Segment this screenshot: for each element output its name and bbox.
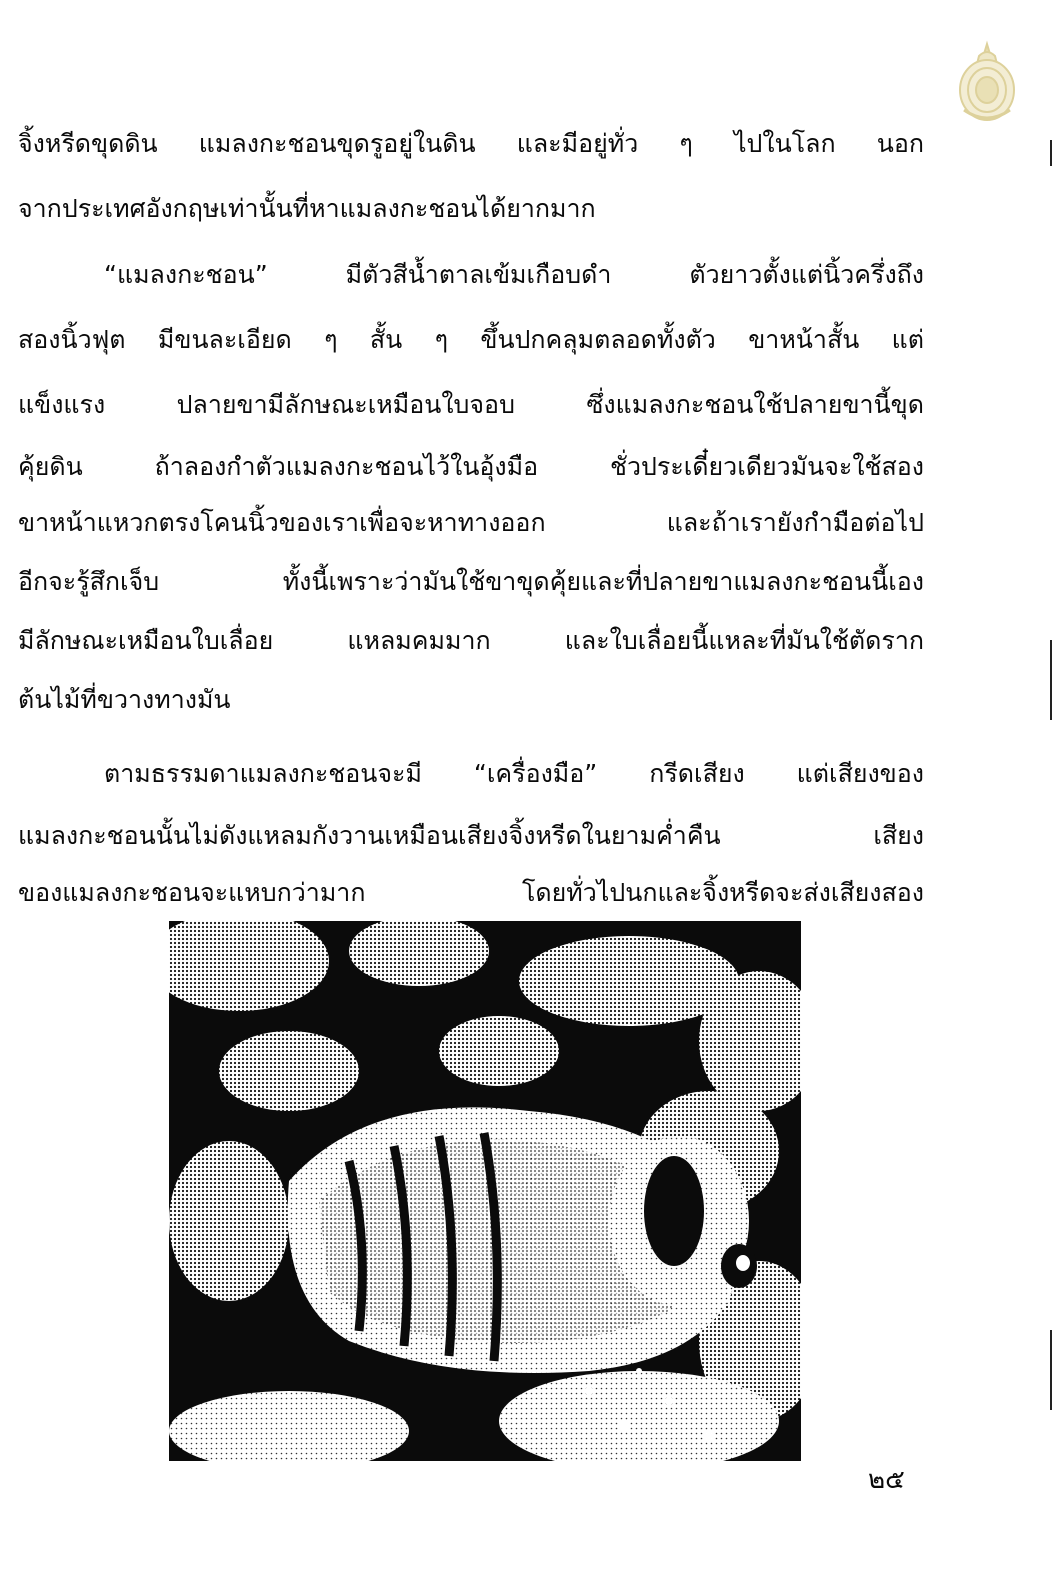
text-line: มีลักษณะเหมือนใบเลื่อย แหลมคมมาก และใบเลื่อยนี้แหละที่มันใช้ตัดราก [18,626,924,655]
text-line: “แมลงกะชอน” มีตัวสีน้ำตาลเข้มเกือบดำ ตัวยาวตั้งแต่นิ้วครึ่งถึง [104,260,924,289]
scan-edge-mark [1050,140,1052,166]
text-line: จิ้งหรีดขุดดิน แมลงกะชอนขุดรูอยู่ในดิน และมีอยู่ทั่ว ๆ ไปในโลก นอก [18,129,924,158]
scan-edge-mark [1050,640,1052,720]
text-line: คุ้ยดิน ถ้าลองกำตัวแมลงกะชอนไว้ในอุ้งมือ ชั่วประเดี๋ยวเดียวมันจะใช้สอง [18,452,924,481]
text-line: ตามธรรมดาแมลงกะชอนจะมี “เครื่องมือ” กรีดเสียง แต่เสียงของ [104,759,924,788]
text-line: แมลงกะชอนนั้นไม่ดังแหลมกังวานเหมือนเสียงจิ้งหรีดในยามค่ำคืน เสียง [18,821,924,850]
text-line: สองนิ้วฟุต มีขนละเอียด ๆ สั้น ๆ ขึ้นปกคลุมตลอดทั้งตัว ขาหน้าสั้น แต่ [18,325,924,354]
page-number: ๒๕ [868,1465,905,1495]
text-line: แข็งแรง ปลายขามีลักษณะเหมือนใบจอบ ซึ่งแมลงกะชอนใช้ปลายขานี้ขุด [18,390,924,419]
mole-cricket-photo [169,921,801,1461]
text-line: ขาหน้าแหวกตรงโคนนิ้วของเราเพื่อจะหาทางออก และถ้าเรายังกำมือต่อไป [18,508,924,537]
crest-emblem-icon [952,40,1022,126]
text-line: ของแมลงกะชอนจะแหบกว่ามาก โดยทั่วไปนกและจิ้งหรีดจะส่งเสียงสอง [18,878,924,907]
scan-edge-mark [1050,1330,1052,1410]
text-line: อีกจะรู้สึกเจ็บ ทั้งนี้เพราะว่ามันใช้ขาขุดคุ้ยและที่ปลายขาแมลงกะชอนนี้เอง [18,567,924,596]
text-line: ต้นไม้ที่ขวางทางมัน [18,685,231,714]
text-line: จากประเทศอังกฤษเท่านั้นที่หาแมลงกะชอนได้ยากมาก [18,194,596,223]
